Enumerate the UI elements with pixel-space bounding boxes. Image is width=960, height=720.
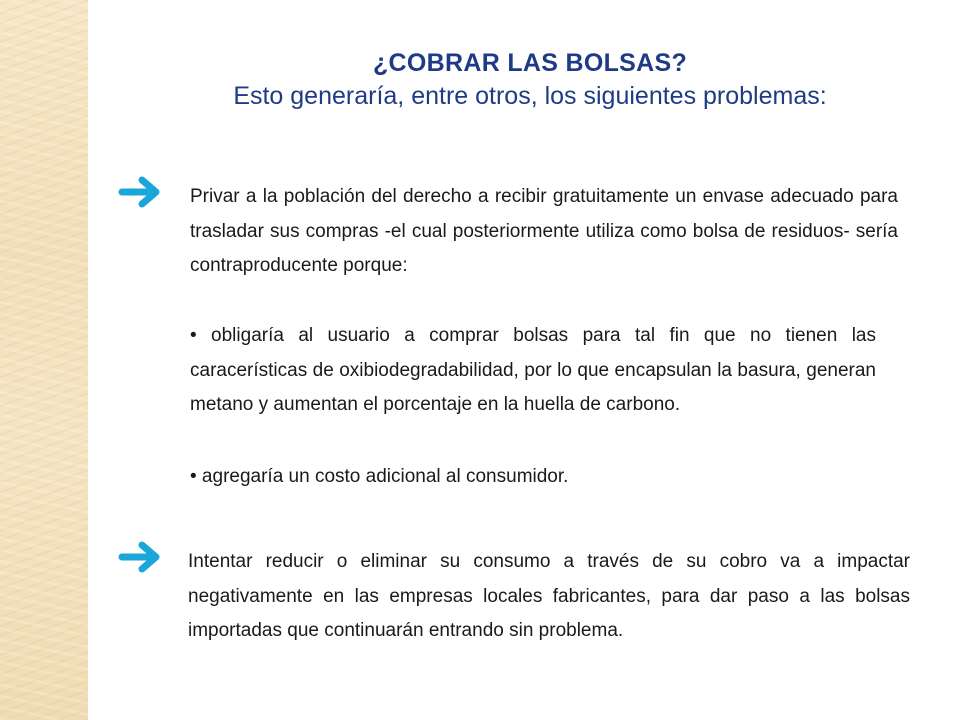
slide-subtitle: Esto generaría, entre otros, los siguientes problemas: <box>233 82 827 110</box>
decorative-texture-strip <box>0 0 88 720</box>
subpoint-text: • agregaría un costo adicional al consumidor. <box>190 466 569 487</box>
arrow-right-icon <box>118 174 164 210</box>
arrow-right-icon <box>118 539 164 575</box>
subpoint-text: • obligaría al usuario a comprar bolsas para tal fin que no tienen las caracerísticas de oxibiodegradabilidad, por lo que encapsulan la basura, generan metano y aumentan el porcentaje en la huella de carbono. <box>190 325 876 415</box>
slide-header <box>100 48 960 112</box>
slide-title: ¿COBRAR LAS BOLSAS? <box>372 49 688 77</box>
point-text: Privar a la población del derecho a recibir gratuitamente un envase adecuado para trasladar sus compras -el cual posteriormente utiliza como bolsa de residuos- sería contraproducente porque: <box>190 186 898 276</box>
point-text: Intentar reducir o eliminar su consumo a través de su cobro va a impactar negativamente en las empresas locales fabricantes, para dar paso a las bolsas importadas que continuarán entrando sin problema. <box>188 551 910 641</box>
